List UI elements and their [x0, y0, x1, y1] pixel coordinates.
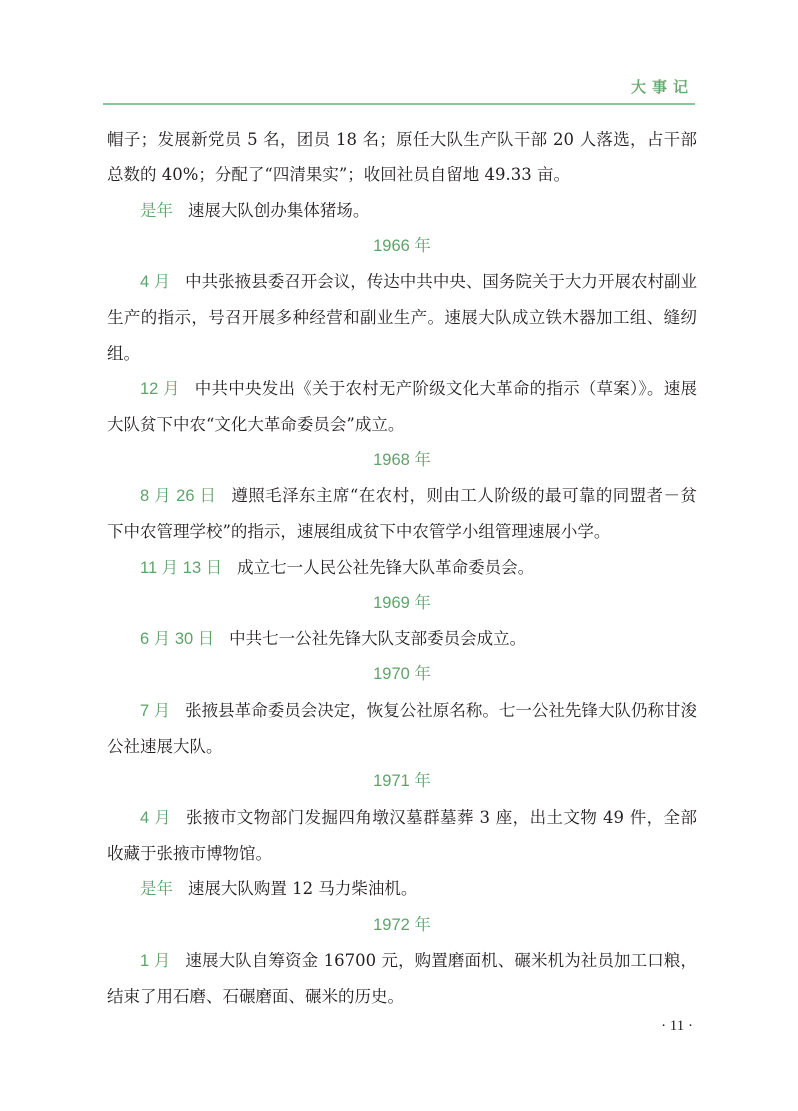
- entry-paragraph: [107, 943, 697, 1015]
- entry-text: 速展大队购置 12 马力柴油机。: [187, 879, 418, 899]
- entry-paragraph: [107, 122, 697, 193]
- entry-paragraph: [107, 621, 697, 657]
- entry-paragraph: [107, 264, 697, 371]
- entry-date-tag: 1 月: [140, 951, 171, 970]
- entry-date-tag: 是年: [140, 201, 173, 220]
- entry-text: 张掖市文物部门发掘四角墩汉墓群墓葬 3 座，出土文物 49 件，全部收藏于张掖市博物馆。: [107, 807, 697, 863]
- year-heading: 1971 年: [373, 772, 431, 791]
- entry-date-tag: 12 月: [140, 380, 180, 399]
- entry-date-tag: 7 月: [140, 701, 171, 720]
- year-heading: 1969 年: [373, 593, 431, 612]
- entry-paragraph: [107, 371, 697, 443]
- entry-paragraph: [107, 193, 697, 229]
- entry-text: 中共中央发出《关于农村无产阶级文化大革命的指示（草案）》。速展大队贫下中农“文化大革命委员会”成立。: [107, 379, 698, 435]
- entry-date-tag: 8 月 26 日: [140, 486, 217, 505]
- entry-text: 遵照毛泽东主席“在农村，则由工人阶级的最可靠的同盟者－贫下中农管理学校”的指示，速展组成贫下中农管学小组管理速展小学。: [107, 485, 697, 542]
- entry-paragraph: [107, 693, 697, 765]
- entry-date-tag: 4 月: [140, 273, 171, 292]
- entry-paragraph: [107, 800, 697, 872]
- entry-paragraph: [107, 871, 697, 907]
- entry-text: 中共七一公社先锋大队支部委员会成立。: [229, 629, 527, 649]
- entry-text: 成立七一人民公社先锋大队革命委员会。: [237, 557, 535, 577]
- document-body: [107, 122, 697, 1014]
- year-heading: 1966 年: [373, 236, 431, 255]
- entry-paragraph: [107, 478, 697, 550]
- page-number: · 11 ·: [661, 1018, 693, 1034]
- entry-text: 张掖县革命委员会决定，恢复公社原名称。七一公社先锋大队仍称甘浚公社速展大队。: [107, 700, 698, 757]
- year-heading: 1972 年: [373, 915, 431, 934]
- entry-date-tag: 4 月: [140, 808, 172, 827]
- entry-text: 速展大队创办集体猪场。: [187, 200, 370, 220]
- year-heading: 1968 年: [373, 450, 431, 469]
- entry-text: 速展大队自筹资金 16700 元，购置磨面机、碾米机为社员加工口粮，结束了用石磨、石碾磨面、碾米的历史。: [107, 950, 698, 1007]
- entry-text: 帽子；发展新党员 5 名，团员 18 名；原任大队生产队干部 20 人落选，占干部总数的 40%；分配了“四清果实”；收回社员自留地 49.33 亩。: [107, 130, 697, 185]
- entry-date-tag: 是年: [140, 880, 173, 899]
- year-heading: 1970 年: [373, 665, 431, 684]
- header-rule: [103, 103, 695, 105]
- entry-text: 中共张掖县委召开会议，传达中共中央、国务院关于大力开展农村副业生产的指示，号召开展多种经营和副业生产。速展大队成立铁木器加工组、缝纫组。: [107, 272, 698, 363]
- entry-date-tag: 6 月 30 日: [140, 630, 215, 649]
- running-header-title: 大事记: [630, 78, 694, 96]
- entry-date-tag: 11 月 13 日: [140, 558, 223, 577]
- entry-paragraph: [107, 550, 697, 586]
